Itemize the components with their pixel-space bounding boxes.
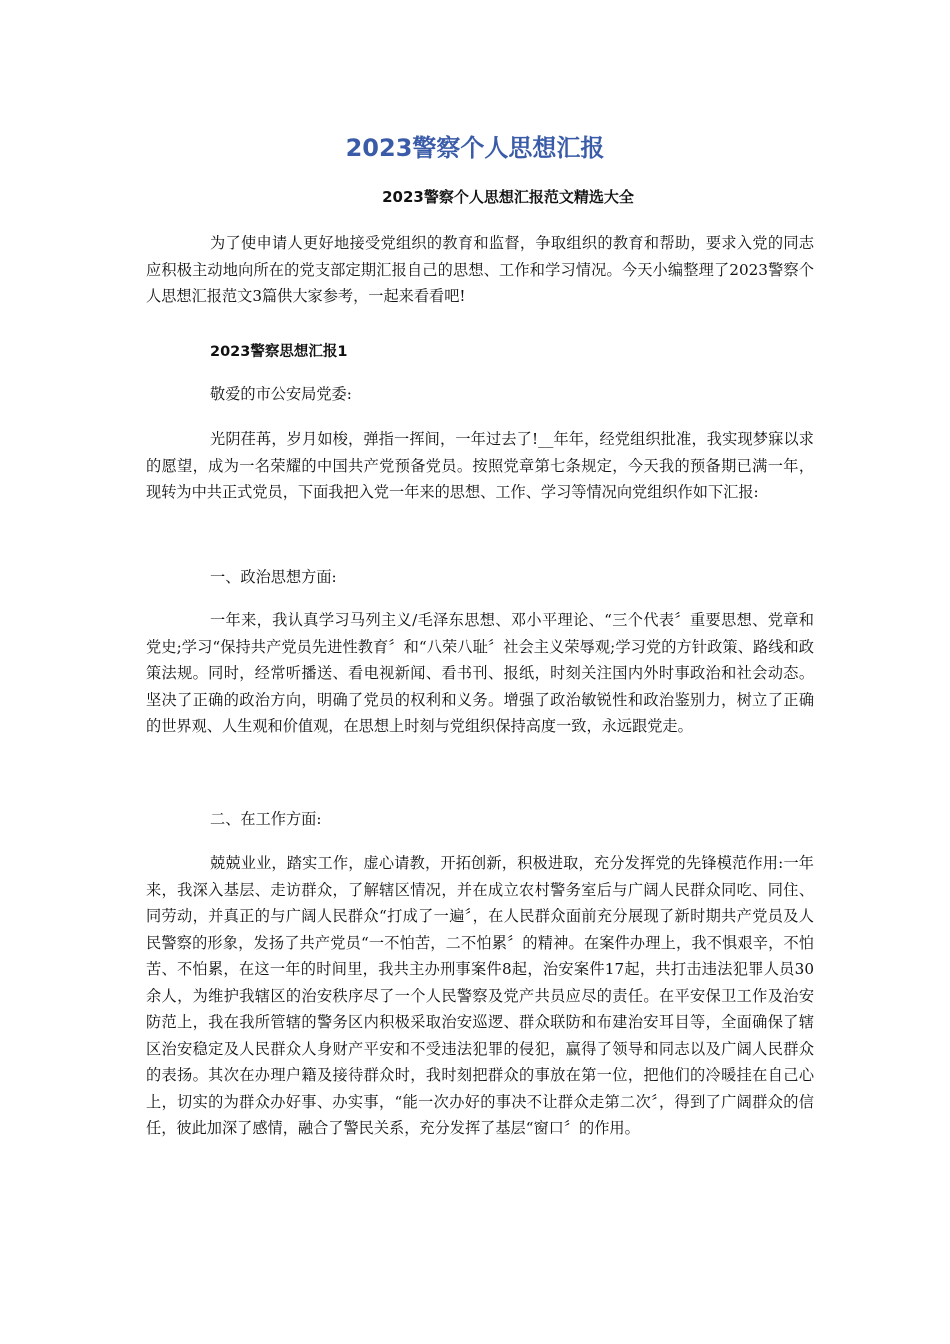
report-heading: 2023警察思想汇报1 [210, 344, 348, 360]
document-title: 2023警察个人思想汇报 [345, 134, 605, 162]
opening-paragraph: 光阴荏苒，岁月如梭，弹指一挥间，一年过去了!__年年，经党组织批准，我实现梦寐以求的愿望，成为一名荣耀的中国共产党预备党员。按照党章第七条规定，今天我的预备期已满一年，现转为中共正式党员，下面我把入党一年来的思想、工作、学习等情况向党组织作如下汇报: [146, 430, 814, 501]
section1-heading: 一、政治思想方面: [210, 568, 337, 586]
section2-heading: 二、在工作方面: [210, 810, 322, 828]
section2-paragraph: 兢兢业业，踏实工作，虚心请教，开拓创新，积极进取，充分发挥党的先锋模范作用:一年来，我深入基层、走访群众，了解辖区情况，并在成立农村警务室后与广阔人民群众同吃、同住、同劳动，并真正的与广阔人民群众“打成了一遍〞，在人民群众面前充分展现了新时期共产党员及人民警察的形象，发扬了共产党员“一不怕苦，二不怕累〞的精神。在案件办理上，我不惧艰辛，不怕苦、不怕累，在这一年的时间里，我共主办刑事案件8起，治安案件17起，共打击违法犯罪人员30余人，为维护我辖区的治安秩序尽了一个人民警察及党产共员应尽的责任。在平安保卫工作及治安防范上，我在我所管辖的警务区内积极采取治安巡逻、群众联防和布建治安耳目等，全面确保了辖区治安稳定及人民群众人身财产平安和不受违法犯罪的侵犯，赢得了领导和同志以及广阔人民群众的表扬。其次在办理户籍及接待群众时，我时刻把群众的事放在第一位，把他们的冷暖挂在自己心上，切实的为群众办好事、办实事，“能一次办好的事决不让群众走第二次〞，得到了广阔群众的信任，彼此加深了感情，融合了警民关系，充分发挥了基层“窗口〞的作用。 [146, 854, 814, 1137]
intro-paragraph: 为了使申请人更好地接受党组织的教育和监督，争取组织的教育和帮助，要求入党的同志应积极主动地向所在的党支部定期汇报自己的思想、工作和学习情况。今天小编整理了2023警察个人思想汇报范文3篇供大家参考，一起来看看吧! [146, 234, 814, 305]
document-subtitle: 2023警察个人思想汇报范文精选大全 [382, 188, 634, 206]
salutation: 敬爱的市公安局党委: [210, 385, 352, 403]
section1-paragraph: 一年来，我认真学习马列主义/毛泽东思想、邓小平理论、“三个代表〞重要思想、党章和党史;学习“保持共产党员先进性教育〞和“八荣八耻〞社会主义荣辱观;学习党的方针政策、路线和政策法规。同时，经常听播送、看电视新闻、看书刊、报纸，时刻关注国内外时事政治和社会动态。坚决了正确的政治方向，明确了党员的权利和义务。增强了政治敏锐性和政治鉴别力，树立了正确的世界观、人生观和价值观，在思想上时刻与党组织保持高度一致，永远跟党走。 [146, 611, 814, 735]
